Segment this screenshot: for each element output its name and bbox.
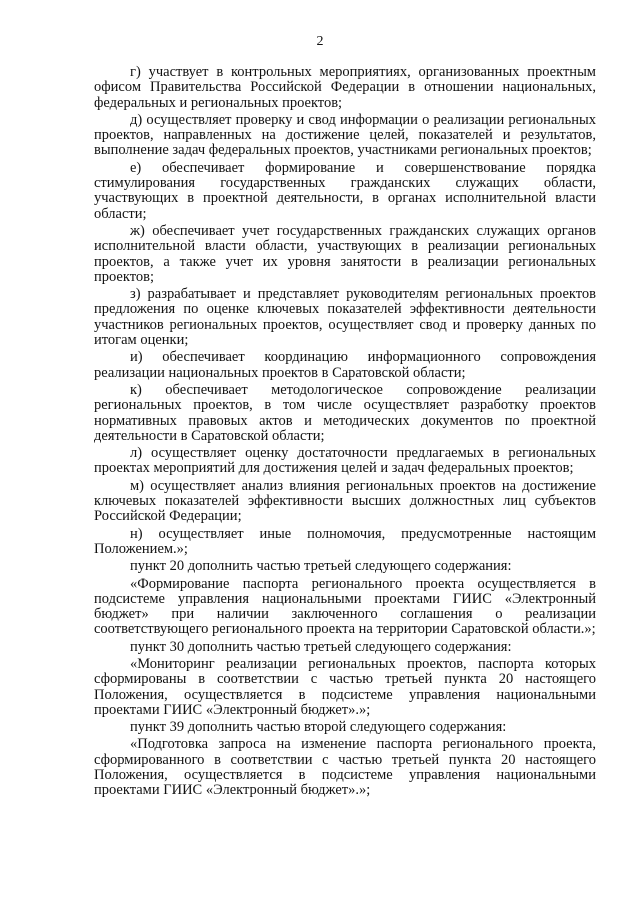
- paragraph-d: д) осуществляет проверку и свод информации о реализации региональных проектов, направленных на достижение целей, показателей и результатов, выполнение задач федеральных проектов, участниками региональных проектов;: [94, 111, 596, 159]
- paragraph-item-20-intro: пункт 20 дополнить частью третьей следующего содержания:: [130, 558, 512, 575]
- paragraph-n: н) осуществляет иные полномочия, предусмотренные настоящим Положением.»;: [94, 525, 596, 557]
- paragraph-item-39-text: «Подготовка запроса на изменение паспорта регионального проекта, сформированного в соответствии с частью третьей пункта 20 настоящего Положения, осуществляется в подсистеме управления национальными проектами ГИИС «Электронный бюджет».»;: [94, 736, 596, 799]
- paragraph-e: е) обеспечивает формирование и совершенствование порядка стимулирования государственных гражданских служащих области, участвующих в проектной деятельности, в органах исполнительной власти области;: [94, 159, 596, 222]
- paragraph-k: к) обеспечивает методологическое сопровождение реализации региональных проектов, в том числе осуществляет разработку проектов нормативных правовых актов и методических документов по проектной деятельности в Саратовской области;: [94, 381, 596, 444]
- paragraph-m: м) осуществляет анализ влияния региональных проектов на достижение ключевых показателей эффективности высших должностных лиц субъектов Российской Федерации;: [94, 477, 596, 525]
- paragraph-item-30-text: «Мониторинг реализации региональных проектов, паспорта которых сформированы в соответствии с частью третьей пункта 20 настоящего Положения, осуществляется в подсистеме управления национальными проектами ГИИС «Электронный бюджет».»;: [94, 655, 596, 718]
- paragraph-item-20-text: «Формирование паспорта регионального проекта осуществляется в подсистеме управления национальными проектами ГИИС «Электронный бюджет» при наличии заключенного соглашения о реализации соответствующего регионального проекта на территории Саратовской области.»;: [94, 575, 596, 638]
- paragraph-z: з) разрабатывает и представляет руководителям региональных проектов предложения по оценке ключевых показателей эффективности деятельности участников региональных проектов, осуществляет свод и проверку данных по итогам оценки;: [94, 286, 596, 349]
- paragraph-l: л) осуществляет оценку достаточности предлагаемых в региональных проектах мероприятий для достижения целей и задач федеральных проектов;: [94, 445, 596, 477]
- paragraph-i: и) обеспечивает координацию информационного сопровождения реализации национальных проектов в Саратовской области;: [94, 349, 596, 381]
- document-body: [94, 65, 596, 801]
- paragraph-item-39-intro: пункт 39 дополнить частью второй следующего содержания:: [130, 719, 507, 736]
- paragraph-item-30-intro: пункт 30 дополнить частью третьей следующего содержания:: [130, 638, 512, 655]
- page-number: 2: [316, 34, 324, 49]
- paragraph-g: г) участвует в контрольных мероприятиях, организованных проектным офисом Правительства Российской Федерации в отношении национальных, федеральных и региональных проектов;: [94, 64, 596, 111]
- paragraph-zh: ж) обеспечивает учет государственных гражданских служащих органов исполнительной власти области, участвующих в реализации региональных проектов, а также учет их уровня занятости в реализации региональных проектов;: [94, 222, 596, 285]
